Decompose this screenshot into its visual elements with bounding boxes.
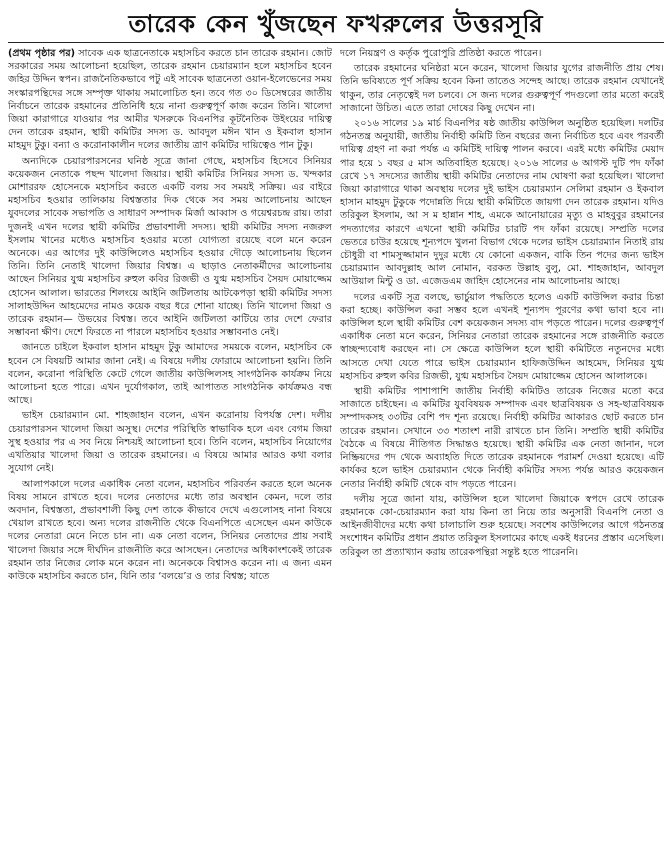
left-column [8,47,332,837]
paragraph: আলাপকালে দলের একাধিক নেতা বলেন, মহাসচিব পরিবর্তন করতে হলে অনেক বিষয় সামনে রাখতে হবে। দলের নেতাদের মধ্যে তার অবস্থান কেমন, দলে তার অবদান, বিশ্বস্ততা, প্রভাবশালী কিছু দেশ তাকে কীভাবে দেখে এগুলোসহ নানা বিষয়ে খেয়াল রাখতে হবে। অন্য দলের রাজনীতি থেকে বিএনপিতে এসেছেন এমন কাউকে দলের নেতারা মেনে নিতে চান না। এক নেতা বলেন, সিনিয়র নেতাদের প্রায় সবাই খালেদা জিয়ার সঙ্গে দীর্ঘদিন রাজনীতি করে আসছেন। নেতাদের অধিকাংশকেই তারেক রহমান তার নিজের লোক মনে করেন না। অনেককে বিশ্বাসও করেন না। এ জন্য এমন কাউকে মহাসচিব করতে চান, যিনি তার ‘বলয়ে’র ও তার বিশ্বস্ত; যাতে [8,478,332,582]
paragraph: দলীয় সূত্রে জানা যায়, কাউন্সিল হলে খালেদা জিয়াকে স্বপদে রেখে তারেক রহমানকে কো-চেয়ারম্যান করা যায় কিনা তা নিয়ে তার অনুসারী বিএনপি নেতা ও আইনজীবীদের মধ্যে কথা চালাচালি শুরু হয়েছে। সবশেষ কাউন্সিলের আগে গঠনতন্ত্র সংশোধন কমিটির প্রধান প্রয়াত তরিকুল ইসলামের কাছে একই ধরনের প্রস্তাব এসেছিল। তরিকুল তা প্রত্যাখ্যান করায় তারেকপন্থিরা সন্তুষ্ট হতে পারেননি। [340,493,664,558]
paragraph: জানতে চাইলে ইকবাল হাসান মাহমুদ টুকু আমাদের সময়কে বলেন, মহাসচিব কে হবেন সে বিষয়টি আমার জানা নেই। এ বিষয়ে দলীয় ফোরামে আলোচনা হয়নি। তিনি বলেন, করোনা পরিস্থিতি কেটে গেলে জাতীয় কাউন্সিলসহ সাংগঠনিক কার্যক্রম নিয়ে আলোচনা হতে পারে। এখন দুর্যোগকাল, তাই আপাতত সাংগঠনিক কার্যক্রমও বন্ধ আছে। [8,342,332,407]
paragraph: ২০১৬ সালের ১৯ মার্চ বিএনপির ষষ্ঠ জাতীয় কাউন্সিল অনুষ্ঠিত হয়েছিল। দলটির গঠনতন্ত্র অনুযায়ী, জাতীয় নির্বাহী কমিটি তিন বছরের জন্য নির্বাচিত হবে এবং পরবর্তী দায়িত্ব গ্রহণ না করা পর্যন্ত এ কমিটিই দায়িত্ব পালন করবে। এরই মধ্যে কমিটির মেয়াদ পার হয়ে ১ বছর ৫ মাস অতিবাহিত হয়েছে। ২০১৬ সালের ৬ আগস্ট দুটি পদ ফাঁকা রেখে ১৭ সদস্যের জাতীয় স্থায়ী কমিটির নেতাদের নাম ঘোষণা করা হয়েছিল। খালেদা জিয়া কারাগারে থাকা অবস্থায় দলের দুই ভাইস চেয়ারম্যান সেলিমা রহমান ও ইকবাল হাসান মাহমুদ টুকুকে পদোন্নতি দিয়ে স্থায়ী কমিটিতে জায়গা দেন তারেক রহমান। যদিও তরিকুল ইসলাম, আ স ম হান্নান শাহ, এমকে আনোয়ারের মৃত্যু ও মাহবুবুর রহমানের পদত্যাগের কারণে এখনো স্থায়ী কমিটির চারটি পদ ফাঁকা রয়েছে। সম্প্রতি দলের ভেতরে চাউর হয়েছে শূন্যপদে খুলনা বিভাগ থেকে দলের ভাইস চেয়ারম্যান নিতাই রায় চৌধুরী বা শামসুজ্জামান দুদুর মধ্যে যে কোনো একজন, বাকি তিন পদের জন্য ভাইস চেয়ারম্যান আবদুল্লাহ আল নোমান, বরকত উল্লাহ বুলু, মো. শাহজাহান, আবদুল আউয়াল মিন্টু ও ডা. এজেডএম জাহিদ হোসেনের নাম আলোচনায় আছে। [340,118,664,288]
paragraph: অন্যদিকে চেয়ারপারসনের ঘনিষ্ঠ সূত্রে জানা গেছে, মহাসচিব হিসেবে সিনিয়র কয়েকজন নেতাকে পছন্দ খালেদা জিয়ার। স্থায়ী কমিটির সিনিয়র সদস্য ড. খন্দকার মোশাররফ হোসেনকে মহাসচিব করতে একটি বলয় সব সময়ই সক্রিয়। এর বাইরে মহাসচিব হওয়ার তালিকায় বিশ্বস্ততার দিক থেকে সব সময় আলোচনায় আছেন যুবদলের সাবেক সভাপতি ও সাধারণ সম্পাদক মির্জা আব্বাস ও গয়েশ্বরচন্দ্র রায়। তারা দুজনই এখন দলের স্থায়ী কমিটির প্রভাবশালী সদস্য। স্থায়ী কমিটির সদস্য নজরুল ইসলাম খানের মধ্যেও মহাসচিব হওয়ার মতো যোগ্যতা রয়েছে বলে মনে করেন অনেকে। এর আগের দুই কাউন্সিলেও মহাসচিব হওয়ার দৌড়ে আলোচনায় ছিলেন তিনি। তিনি নেতাই খালেদা জিয়ার বিশ্বস্ত। এ ছাড়াও নেতাকর্মীদের আলোচনায় আছেন সিনিয়র যুগ্ম মহাসচিব রুহুল কবির রিজভী ও যুগ্ম মহাসচিব সৈয়দ মোয়াজ্জেম হোসেন আলাল। ভারতের শিলংয়ে আইনি জটিলতায় আটকেপড়া স্থায়ী কমিটির সদস্য সালাহউদ্দিন আহমেদের নামও কয়েক বছর ধরে শোনা যাচ্ছে। তিনি খালেদা জিয়া ও তারেক রহমান— উভয়ের বিশ্বস্ত। তবে আইনি জটিলতা কাটিয়ে তার দেশে ফেরার সম্ভাবনা ক্ষীণ। দেশে ফিরতে না পারলে মহাসচিব হওয়ার সম্ভাবনাও নেই। [8,155,332,339]
headline-rule [8,42,664,43]
paragraph: দলের একটি সূত্র বলছে, ভার্চুয়াল পদ্ধতিতে হলেও একটি কাউন্সিল করার চিন্তা করা হচ্ছে। কাউন্সিল করা সম্ভব হলে এখনই শূন্যপদ পূরণের কথা ভাবা হবে না। কাউন্সিল হলে স্থায়ী কমিটির বেশ কয়েকজন সদস্য বাদ পড়তে পারেন। দলের গুরুত্বপূর্ণ একাধিক নেতা মনে করেন, সিনিয়র নেতারা তারেক রহমানের সঙ্গে রাজনীতি করতে স্বাচ্ছন্দ্যবোধ করছেন না। সে ক্ষেত্রে কাউন্সিল হলে স্থায়ী কমিটিতে নতুনদের মধ্যে আসতে দেখা যেতে পারে ভাইস চেয়ারম্যান হাফিজউদ্দিন আহমেদ, সিনিয়র যুগ্ম মহাসচিব রুহুল কবির রিজভী, যুগ্ম মহাসচিব সৈয়দ মোয়াজ্জেম হোসেন আলালকে। [340,291,664,382]
paragraph: ভাইস চেয়ারম্যান মো. শাহজাহান বলেন, এখন করোনায় বিপর্যস্ত দেশ। দলীয় চেয়ারপারসন খালেদা জিয়া অসুস্থ। দেশের পরিস্থিতি স্বাভাবিক হলে এবং বেগম জিয়া সুস্থ হওয়ার পর এ সব নিয়ে নিশ্চয়ই আলোচনা হবে। তিনি বলেন, মহাসচিব নিয়োগের এখতিয়ার খালেদা জিয়া ও তারেক রহমানের। এ বিষয়ে আমার আরও কথা বলার সুযোগ নেই। [8,410,332,475]
paragraph [8,47,332,153]
headline-area [8,6,664,42]
paragraph: তারেক রহমানের ঘনিষ্ঠরা মনে করেন, খালেদা জিয়ার যুগের রাজনীতি প্রায় শেষ। তিনি ভবিষ্যতে পূর্ণ সক্রিয় হবেন কিনা তাতেও সন্দেহ আছে। তারেক রহমান যেখানেই থাকুন, তার নেতৃত্বেই দল চলবে। সে জন্য দলের গুরুত্বপূর্ণ পদগুলো তার মতো করেই সাজানো উচিত। এতে তারা দোষের কিছু দেখেন না। [340,63,664,114]
continued-from-label: (প্রথম পৃষ্ঠার পর) [8,48,76,59]
article-headline: তারেক কেন খুঁজছেন ফখরুলের উত্তরসূরি [128,9,544,38]
paragraph-text: সাবেক এক ছাত্রনেতাকে মহাসচিব করতে চান তারেক রহমান। জোট সরকারের সময় আলোচনা হয়েছিল, তারেক রহমান চেয়ারম্যান হলে মহাসচিব হবেন জহির উদ্দিন স্বপন। রাজনৈতিকভাবে পটু এই সাবেক ছাত্রনেতা ওয়ান-ইলেভেনের সময় সংস্কারপন্থিদের সঙ্গে সম্পৃক্ত থাকায় সমালোচিত হন। তবে গত ৩০ ডিসেম্বরের জাতীয় নির্বাচনে তারেক রহমানের প্রতিনিধি হয়ে নানা গুরুত্বপূর্ণ কাজ করেন তিনি। খালেদা জিয়া কারাগারে যাওয়ার পর আমীর খসরুকে বিএনপির কূটনৈতিক উইংয়ের দায়িত্ব দেন তারেক রহমান, স্থায়ী কমিটির সদস্য ড. আবদুল মঈন খান ও ইকবাল হাসান মাহমুদ টুকু। বন্যা ও করোনাকালীন দলের জাতীয় ত্রাণ কমিটির দায়িত্বেও পান টুকু। [8,48,332,152]
right-column [340,47,664,837]
paragraph: দলে নিয়ন্ত্রণ ও কর্তৃক পুরোপুরি প্রতিষ্ঠা করতে পারেন। [340,48,542,59]
article-body [8,47,664,837]
paragraph: স্থায়ী কমিটির পাশাপাশি জাতীয় নির্বাহী কমিটিও তারেক নিজের মতো করে সাজাতে চাইছেন। এ কমিটির যুববিষয়ক সম্পাদক এবং ছাত্রবিষয়ক ও সহ-ছাত্রবিষয়ক সম্পাদকসহ ৩৩টির বেশি পদ শূন্য রয়েছে। নির্বাহী কমিটির আকারও ছোট করতে চান তারেক রহমান। সেখানে ৩৩ শতাংশ নারী রাখতে চান তিনি। সম্প্রতি স্থায়ী কমিটির বৈঠকে এ বিষয়ে নীতিগত সিদ্ধান্তও হয়েছে। স্থায়ী কমিটির এক নেতা জানান, দলে নিষ্ক্রিয়দের পদ থেকে অব্যাহতি দিতে তারেক রহমানকে পরামর্শ দেওয়া হয়েছে। এটি কার্যকর হলে ভাইস চেয়ারম্যান থেকে নির্বাহী কমিটির সদস্য পর্যন্ত আরও কয়েকজন নেতার নির্বাহী কমিটি থেকে বাদ পড়তে পারেন। [340,386,664,490]
